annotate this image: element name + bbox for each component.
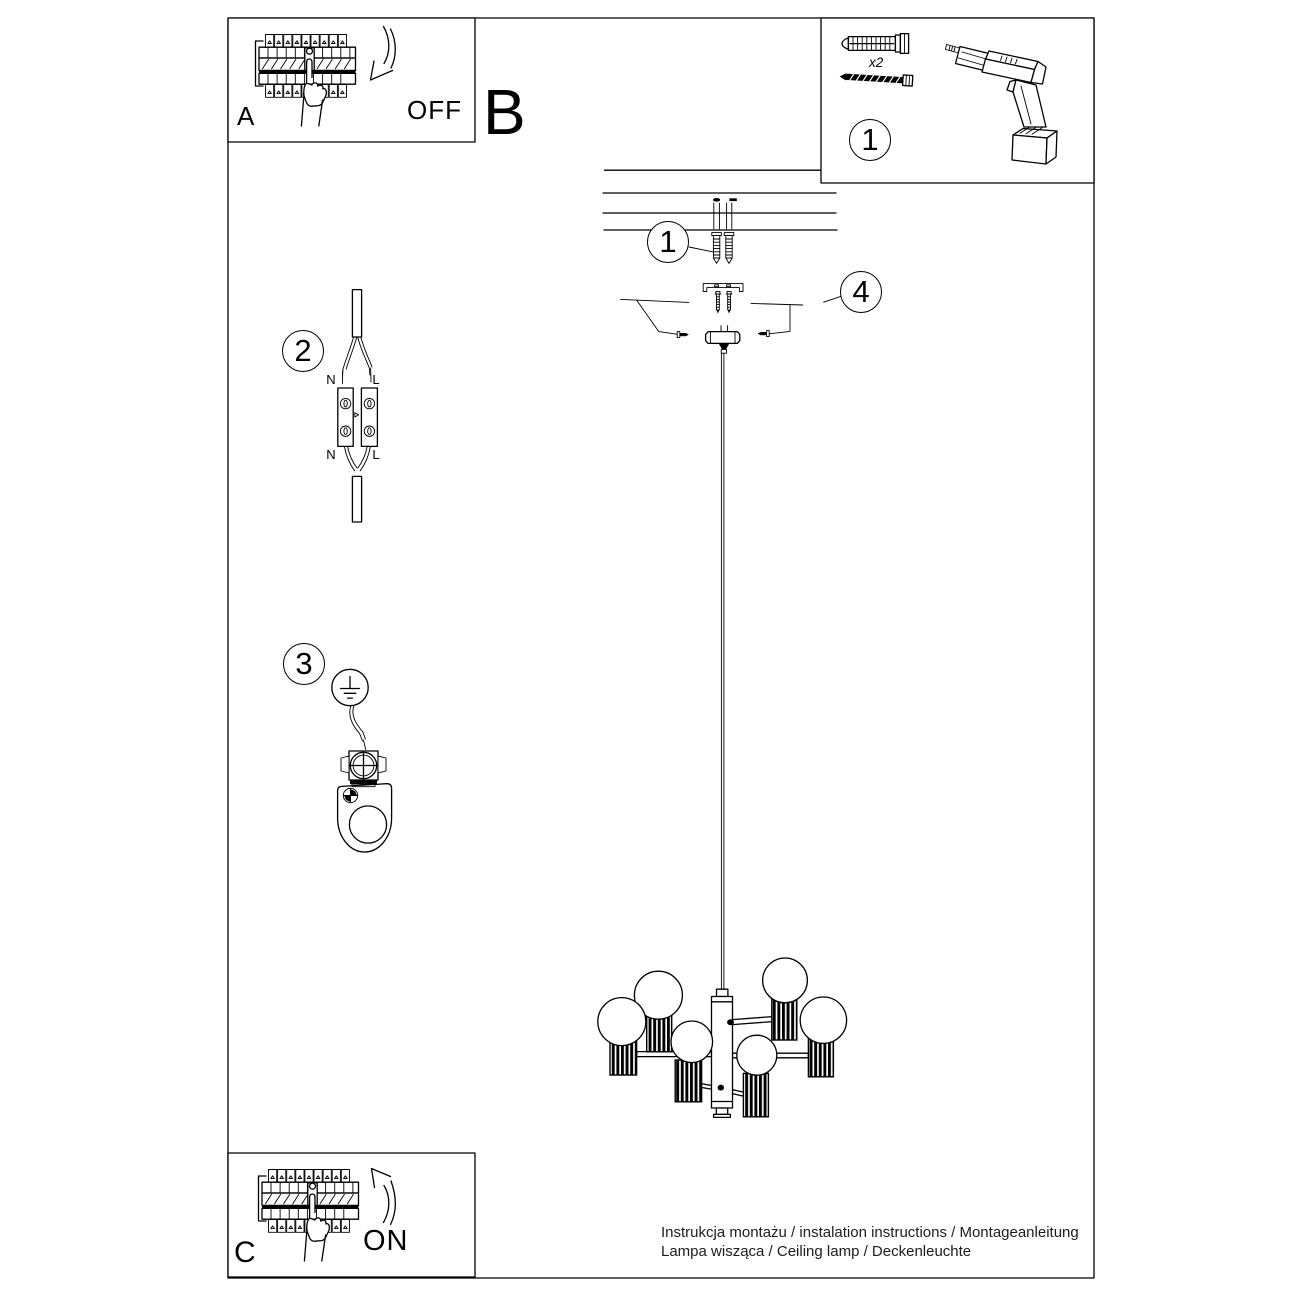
panel-on-box bbox=[228, 1153, 475, 1277]
ground-diagram bbox=[332, 669, 392, 852]
footer-line-2: Lampa wisząca / Ceiling lamp / Deckenleuchte bbox=[661, 1242, 972, 1260]
lamp-fixture bbox=[763, 958, 808, 1040]
neutral-label-bottom: N bbox=[326, 447, 336, 462]
chandelier-drawing bbox=[598, 958, 847, 1117]
callout-ground bbox=[283, 643, 325, 685]
callout-canopy bbox=[840, 271, 882, 313]
panel-a-label: A bbox=[237, 101, 255, 131]
canopy-screw-icon bbox=[758, 331, 770, 337]
footer-caption bbox=[661, 1224, 1079, 1261]
canopy-screw-icon bbox=[677, 332, 689, 338]
wiring-diagram bbox=[338, 290, 378, 522]
neutral-label-top: N bbox=[326, 372, 336, 387]
live-label-bottom: L bbox=[372, 447, 380, 462]
callout-number: 1 bbox=[659, 224, 677, 259]
wall-plug-icon bbox=[842, 34, 909, 54]
callout-tools-step bbox=[849, 119, 891, 161]
callout-number: 4 bbox=[852, 274, 870, 309]
anchor-quantity-label: x2 bbox=[869, 55, 884, 70]
footer-line-1: Instrukcja montażu / instalation instructions / Montageanleitung bbox=[661, 1224, 1079, 1241]
outer-border bbox=[228, 18, 1094, 1278]
mounting-bracket-drawing bbox=[703, 284, 743, 314]
lamp-fixture bbox=[598, 998, 646, 1075]
lamp-fixture bbox=[737, 1035, 777, 1117]
callout-wiring bbox=[282, 330, 324, 372]
on-label: ON bbox=[363, 1225, 409, 1257]
off-label: OFF bbox=[407, 95, 462, 125]
callout-anchors bbox=[647, 221, 689, 263]
lamp-fixture bbox=[800, 997, 846, 1077]
callout-number: 2 bbox=[294, 333, 312, 368]
panel-c-label: C bbox=[234, 1236, 256, 1269]
canopy-drawing bbox=[706, 326, 740, 354]
section-b-label: B bbox=[483, 76, 526, 148]
lamp-fixture bbox=[671, 1021, 713, 1102]
suspension-cable bbox=[721, 353, 724, 989]
wall-plugs-drawing bbox=[712, 233, 734, 264]
live-label-top: L bbox=[372, 372, 380, 387]
ceiling-drawing bbox=[603, 170, 837, 230]
callout-number: 1 bbox=[861, 122, 879, 157]
callout-number: 3 bbox=[295, 646, 313, 681]
